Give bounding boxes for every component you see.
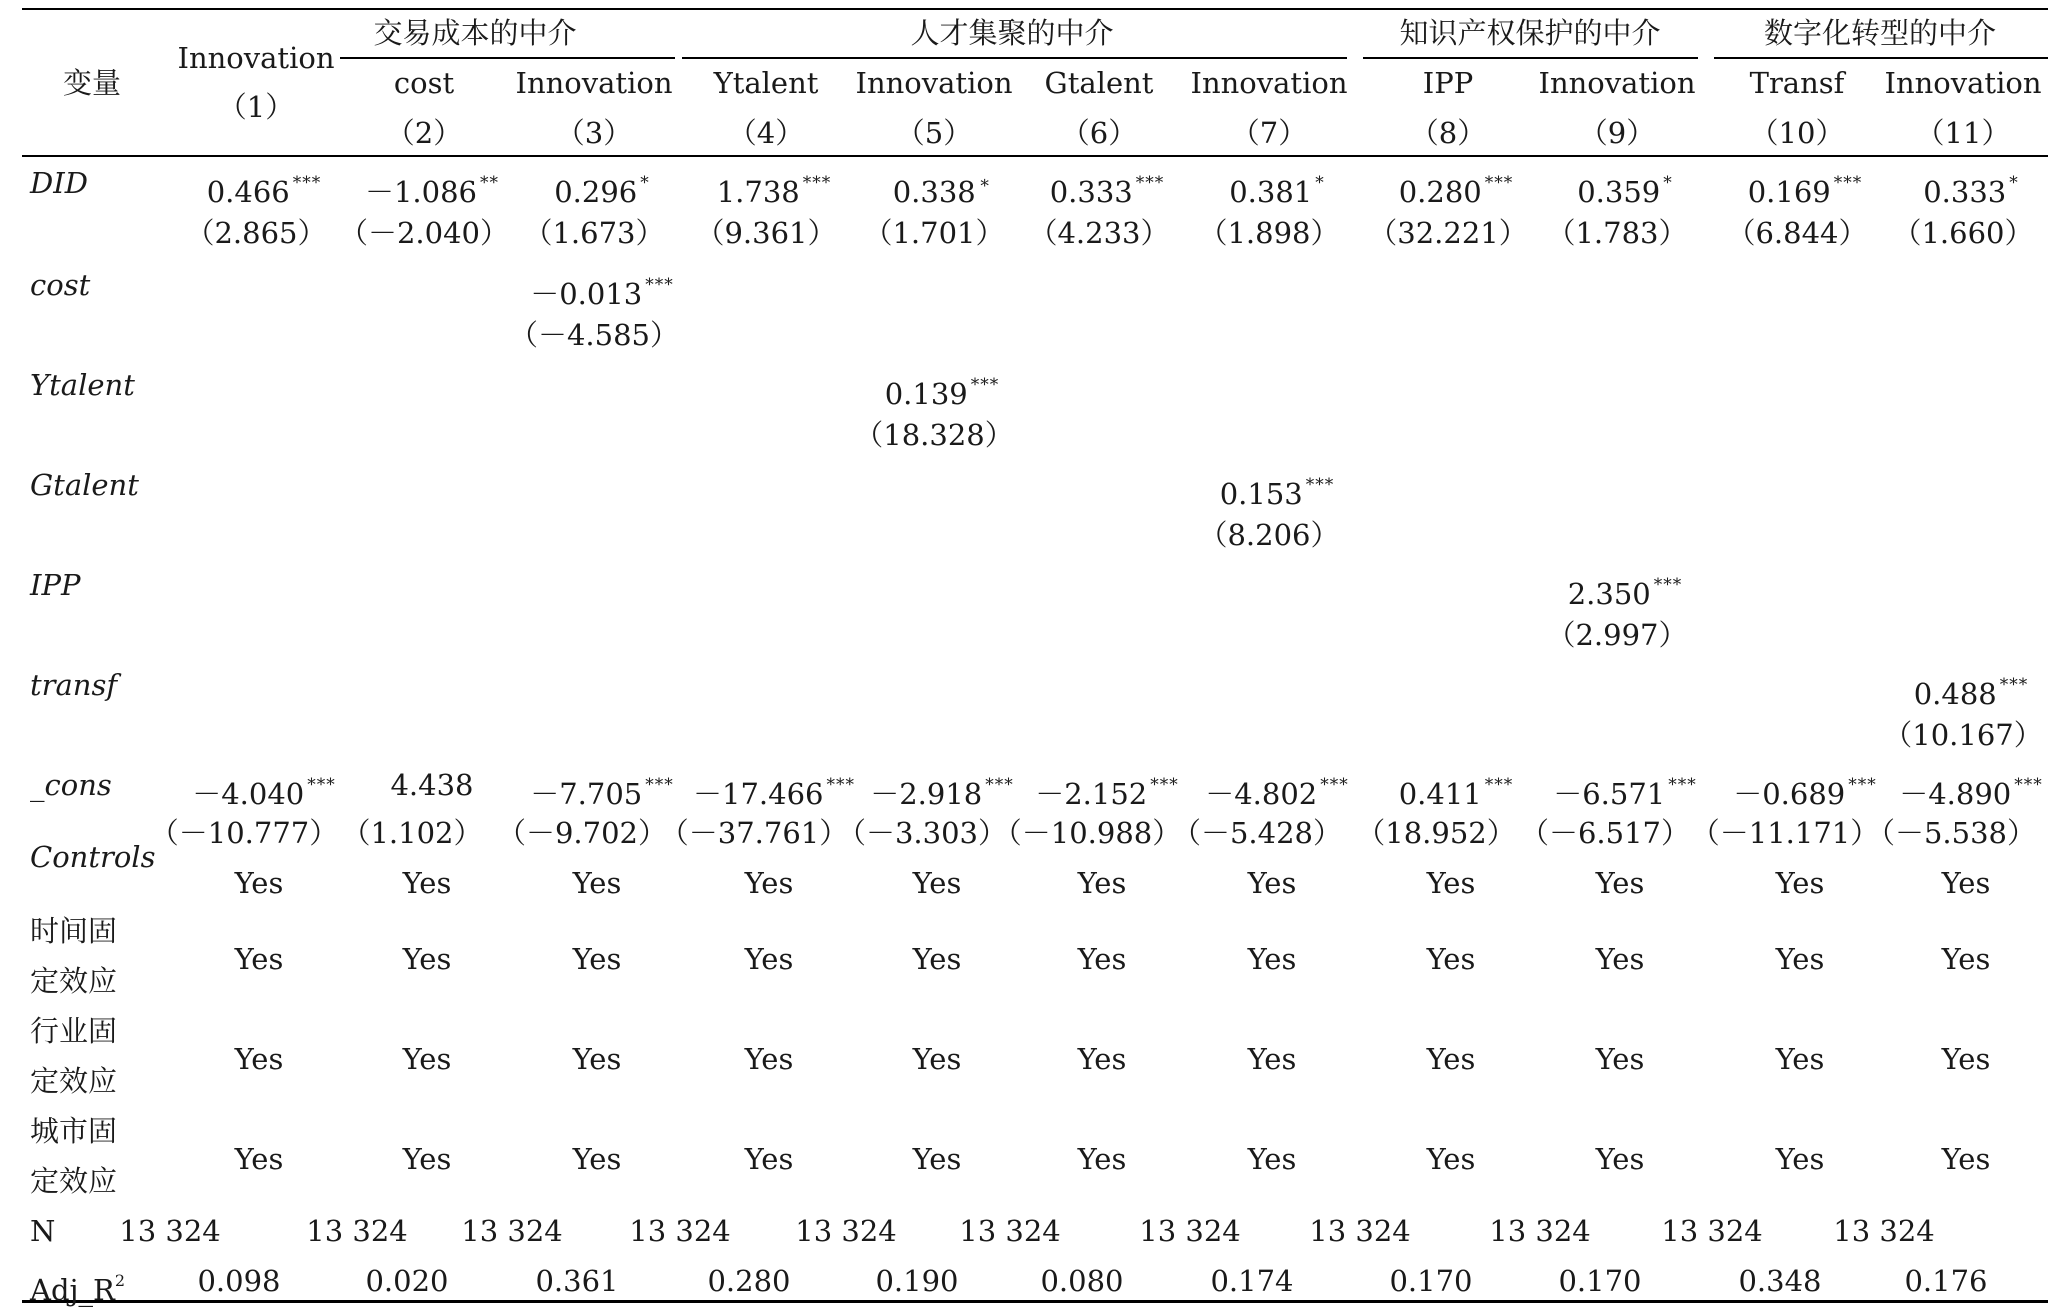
did-tstat-11: （1.660） — [1892, 216, 2034, 250]
industry-fe-yes-3: Yes — [572, 1042, 622, 1076]
column-name-1: Innovation — [177, 41, 335, 75]
industry-fe-yes-11: Yes — [1941, 1042, 1991, 1076]
coef-value: 4.438 — [390, 768, 474, 802]
city-fe-yes-7: Yes — [1247, 1142, 1297, 1176]
column-name-11: Innovation — [1884, 66, 2042, 100]
time-fe-yes-3: Yes — [572, 942, 622, 976]
coef-value: 0.333 — [1049, 175, 1133, 209]
coef-value: －6.571 — [1553, 777, 1666, 811]
adj-r2-value-8: 0.170 — [1389, 1264, 1473, 1298]
n-value-9: 13 324 — [1489, 1214, 1591, 1248]
bottom-rule — [22, 1300, 2048, 1303]
significance-stars: * — [1663, 173, 1673, 193]
cost-coef — [530, 268, 674, 311]
significance-stars: ∗ — [978, 173, 992, 193]
n-value-4: 13 324 — [629, 1214, 731, 1248]
controls-yes-6: Yes — [1077, 866, 1127, 900]
adj-r2-value-10: 0.348 — [1738, 1264, 1822, 1298]
row-label-cost: cost — [30, 268, 91, 302]
city-fe-yes-10: Yes — [1775, 1142, 1825, 1176]
did-coef-6 — [1050, 166, 1165, 209]
adj-r2-value-4: 0.280 — [707, 1264, 791, 1298]
group-rule-talent — [682, 57, 1347, 59]
cons-coef-5 — [870, 768, 1014, 811]
coef-value: 0.333 — [1923, 175, 2007, 209]
city-fe-yes-11: Yes — [1941, 1142, 1991, 1176]
industry-fe-yes-7: Yes — [1247, 1042, 1297, 1076]
significance-stars: *** — [1150, 775, 1179, 795]
coef-value: －4.802 — [1205, 777, 1318, 811]
cons-coef-3 — [530, 768, 674, 811]
did-tstat-9: （1.783） — [1546, 216, 1688, 250]
column-name-6: Gtalent — [1044, 66, 1154, 100]
group-rule-digital — [1714, 57, 2048, 59]
row-label-city-fe-line2: 定效应 — [30, 1164, 118, 1198]
significance-stars: *** — [2014, 775, 2043, 795]
time-fe-yes-11: Yes — [1941, 942, 1991, 976]
row-label-gtalent: Gtalent — [30, 468, 139, 502]
gtalent-tstat: （8.206） — [1198, 518, 1340, 552]
industry-fe-yes-6: Yes — [1077, 1042, 1127, 1076]
adj-r2-value-6: 0.080 — [1040, 1264, 1124, 1298]
controls-yes-11: Yes — [1941, 866, 1991, 900]
coef-value: －17.466 — [693, 777, 824, 811]
coef-value: －4.890 — [1899, 777, 2012, 811]
group-rule-transaction-cost — [340, 57, 675, 59]
n-value-6: 13 324 — [959, 1214, 1061, 1248]
coef-value: 2.350 — [1567, 577, 1651, 611]
row-label-did: DID — [30, 166, 88, 200]
controls-yes-3: Yes — [572, 866, 622, 900]
city-fe-yes-8: Yes — [1426, 1142, 1476, 1176]
cons-tstat-10: （－11.171） — [1690, 816, 1880, 850]
did-tstat-7: （1.898） — [1198, 216, 1340, 250]
cons-tstat-5: （－3.303） — [836, 816, 1008, 850]
coef-value: －4.040 — [192, 777, 305, 811]
adj-r2-value-11: 0.176 — [1904, 1264, 1988, 1298]
significance-stars: *** — [1668, 775, 1697, 795]
did-coef-11 — [1923, 166, 2019, 209]
adj-r-superscript: 2 — [114, 1271, 126, 1290]
cons-coef-10 — [1733, 768, 1877, 811]
column-number-4: （4） — [727, 116, 805, 150]
controls-yes-4: Yes — [744, 866, 794, 900]
time-fe-yes-2: Yes — [402, 942, 452, 976]
column-number-9: （9） — [1578, 116, 1656, 150]
n-value-5: 13 324 — [795, 1214, 897, 1248]
column-number-5: （5） — [895, 116, 973, 150]
adj-r2-value-5: 0.190 — [875, 1264, 959, 1298]
cons-tstat-11: （－5.538） — [1865, 816, 2037, 850]
did-tstat-3: （1.673） — [523, 216, 665, 250]
cons-coef-4 — [693, 768, 855, 811]
cons-coef-9 — [1553, 768, 1697, 811]
row-label-time-fe-line1: 时间固 — [30, 914, 118, 948]
column-number-11: （11） — [1915, 116, 2011, 150]
n-value-7: 13 324 — [1139, 1214, 1241, 1248]
row-label-ytalent: Ytalent — [30, 368, 135, 402]
cons-tstat-7: （－5.428） — [1171, 816, 1343, 850]
did-coef-8 — [1399, 166, 1514, 209]
cons-coef-2 — [390, 768, 473, 802]
group-label-talent: 人才集聚的中介 — [910, 16, 1114, 50]
adj-r2-value-7: 0.174 — [1210, 1264, 1294, 1298]
did-coef-4 — [717, 166, 832, 209]
significance-stars: *** — [292, 173, 322, 193]
transf-tstat: （10.167） — [1883, 718, 2043, 752]
industry-fe-yes-4: Yes — [744, 1042, 794, 1076]
column-number-7: （7） — [1230, 116, 1308, 150]
row-label-controls: Controls — [30, 840, 156, 874]
row-label-city-fe-line1: 城市固 — [30, 1114, 118, 1148]
significance-stars: ** — [480, 173, 500, 193]
group-label-ipp: 知识产权保护的中介 — [1399, 16, 1661, 50]
column-number-8: （8） — [1409, 116, 1487, 150]
cons-tstat-2: （1.102） — [341, 816, 483, 850]
transf-coef — [1914, 668, 2029, 711]
ytalent-tstat: （18.328） — [854, 418, 1014, 452]
coef-value: 0.359 — [1577, 175, 1661, 209]
row-label-adj-r2 — [30, 1264, 125, 1307]
n-value-2: 13 324 — [306, 1214, 408, 1248]
time-fe-yes-1: Yes — [234, 942, 284, 976]
column-name-3: Innovation — [515, 66, 673, 100]
did-tstat-5: （1.701） — [863, 216, 1005, 250]
time-fe-yes-9: Yes — [1595, 942, 1645, 976]
significance-stars: *** — [1305, 475, 1335, 495]
coef-value: －2.918 — [870, 777, 983, 811]
did-coef-3 — [554, 166, 650, 209]
coef-value: 0.139 — [884, 377, 968, 411]
industry-fe-yes-8: Yes — [1426, 1042, 1476, 1076]
ipp-tstat: （2.997） — [1546, 618, 1688, 652]
significance-stars: *** — [1833, 173, 1863, 193]
n-value-11: 13 324 — [1833, 1214, 1935, 1248]
significance-stars: * — [1315, 173, 1325, 193]
city-fe-yes-1: Yes — [234, 1142, 284, 1176]
did-tstat-1: （2.865） — [185, 216, 327, 250]
cons-tstat-4: （－37.761） — [659, 816, 849, 850]
time-fe-yes-8: Yes — [1426, 942, 1476, 976]
controls-yes-5: Yes — [912, 866, 962, 900]
did-tstat-2: （－2.040） — [338, 216, 510, 250]
city-fe-yes-4: Yes — [744, 1142, 794, 1176]
significance-stars: *** — [645, 275, 674, 295]
city-fe-yes-6: Yes — [1077, 1142, 1127, 1176]
industry-fe-yes-5: Yes — [912, 1042, 962, 1076]
coef-value: －0.013 — [530, 277, 643, 311]
column-number-1: （1） — [217, 90, 295, 124]
controls-yes-8: Yes — [1426, 866, 1476, 900]
coef-value: 0.153 — [1219, 477, 1303, 511]
cons-tstat-9: （－6.517） — [1519, 816, 1691, 850]
row-label-cons: _cons — [30, 768, 112, 802]
column-name-9: Innovation — [1538, 66, 1696, 100]
n-value-1: 13 324 — [119, 1214, 221, 1248]
coef-value: 0.466 — [206, 175, 290, 209]
cons-coef-6 — [1035, 768, 1179, 811]
row-label-transf: transf — [30, 668, 118, 702]
row-label-industry-fe-line1: 行业固 — [30, 1014, 118, 1048]
did-tstat-6: （4.233） — [1028, 216, 1170, 250]
industry-fe-yes-2: Yes — [402, 1042, 452, 1076]
cons-coef-8 — [1399, 768, 1514, 811]
significance-stars: *** — [1135, 173, 1165, 193]
controls-yes-2: Yes — [402, 866, 452, 900]
time-fe-yes-5: Yes — [912, 942, 962, 976]
did-tstat-4: （9.361） — [695, 216, 837, 250]
group-label-digital: 数字化转型的中介 — [1763, 16, 1997, 50]
cons-tstat-8: （18.952） — [1356, 816, 1516, 850]
significance-stars: *** — [802, 173, 832, 193]
significance-stars: *** — [307, 775, 336, 795]
controls-yes-9: Yes — [1595, 866, 1645, 900]
gtalent-coef — [1220, 468, 1335, 511]
controls-yes-10: Yes — [1775, 866, 1825, 900]
group-label-transaction-cost: 交易成本的中介 — [373, 16, 577, 50]
industry-fe-yes-9: Yes — [1595, 1042, 1645, 1076]
variable-header: 变量 — [62, 66, 122, 100]
column-number-2: （2） — [385, 116, 463, 150]
significance-stars: *** — [1653, 575, 1683, 595]
n-value-10: 13 324 — [1661, 1214, 1763, 1248]
did-coef-5 — [893, 166, 992, 209]
industry-fe-yes-10: Yes — [1775, 1042, 1825, 1076]
coef-value: －0.689 — [1733, 777, 1846, 811]
industry-fe-yes-1: Yes — [234, 1042, 284, 1076]
ytalent-coef — [885, 368, 1000, 411]
did-tstat-8: （32.221） — [1368, 216, 1528, 250]
coef-value: 0.296 — [554, 175, 638, 209]
cost-tstat: （－4.585） — [508, 318, 680, 352]
did-coef-7 — [1229, 166, 1325, 209]
did-coef-10 — [1748, 166, 1863, 209]
controls-yes-1: Yes — [234, 866, 284, 900]
column-name-8: IPP — [1422, 66, 1474, 100]
significance-stars: * — [2009, 173, 2019, 193]
column-name-4: Ytalent — [713, 66, 819, 100]
significance-stars: *** — [970, 375, 1000, 395]
time-fe-yes-7: Yes — [1247, 942, 1297, 976]
column-name-10: Transf — [1749, 66, 1845, 100]
column-name-2: cost — [393, 66, 455, 100]
column-number-10: （10） — [1749, 116, 1845, 150]
cons-tstat-6: （－10.988） — [992, 816, 1182, 850]
n-value-8: 13 324 — [1309, 1214, 1411, 1248]
cons-tstat-1: （－10.777） — [149, 816, 339, 850]
significance-stars: *** — [1320, 775, 1349, 795]
adj-r2-value-1: 0.098 — [197, 1264, 281, 1298]
top-rule — [22, 8, 2048, 10]
group-rule-ipp — [1363, 57, 1698, 59]
did-coef-1 — [207, 166, 322, 209]
adj-r2-value-9: 0.170 — [1558, 1264, 1642, 1298]
city-fe-yes-3: Yes — [572, 1142, 622, 1176]
coef-value: 0.169 — [1747, 175, 1831, 209]
did-tstat-10: （6.844） — [1726, 216, 1868, 250]
city-fe-yes-5: Yes — [912, 1142, 962, 1176]
controls-yes-7: Yes — [1247, 866, 1297, 900]
coef-value: 0.488 — [1913, 677, 1997, 711]
significance-stars: * — [640, 173, 650, 193]
time-fe-yes-4: Yes — [744, 942, 794, 976]
coef-value: －7.705 — [530, 777, 643, 811]
adj-r2-value-3: 0.361 — [535, 1264, 619, 1298]
row-label-time-fe-line2: 定效应 — [30, 964, 118, 998]
cons-coef-1 — [192, 768, 336, 811]
significance-stars: *** — [1999, 675, 2029, 695]
coef-value: 0.381 — [1229, 175, 1313, 209]
coef-value: 0.411 — [1398, 777, 1482, 811]
coef-value: －2.152 — [1035, 777, 1148, 811]
significance-stars: *** — [985, 775, 1014, 795]
city-fe-yes-2: Yes — [402, 1142, 452, 1176]
coef-value: －1.086 — [364, 175, 478, 209]
column-number-3: （3） — [555, 116, 633, 150]
n-value-3: 13 324 — [461, 1214, 563, 1248]
coef-value: 1.738 — [716, 175, 800, 209]
row-label-n: N — [30, 1214, 56, 1248]
time-fe-yes-10: Yes — [1775, 942, 1825, 976]
cons-coef-7 — [1205, 768, 1349, 811]
adj-r2-value-2: 0.020 — [365, 1264, 449, 1298]
adj-r-text: Adj_R — [30, 1273, 115, 1307]
significance-stars: *** — [1484, 173, 1514, 193]
coef-value: 0.338 — [892, 175, 976, 209]
ipp-coef — [1568, 568, 1683, 611]
significance-stars: *** — [645, 775, 674, 795]
significance-stars: *** — [1484, 775, 1514, 795]
cons-coef-11 — [1899, 768, 2043, 811]
did-coef-2 — [365, 166, 499, 209]
row-label-industry-fe-line2: 定效应 — [30, 1064, 118, 1098]
header-bottom-rule — [22, 155, 2048, 157]
column-name-7: Innovation — [1190, 66, 1348, 100]
column-number-6: （6） — [1060, 116, 1138, 150]
row-label-ipp: IPP — [30, 568, 81, 602]
column-name-5: Innovation — [855, 66, 1013, 100]
time-fe-yes-6: Yes — [1077, 942, 1127, 976]
coef-value: 0.280 — [1398, 175, 1482, 209]
city-fe-yes-9: Yes — [1595, 1142, 1645, 1176]
did-coef-9 — [1577, 166, 1673, 209]
significance-stars: *** — [826, 775, 855, 795]
significance-stars: *** — [1848, 775, 1877, 795]
cons-tstat-3: （－9.702） — [496, 816, 668, 850]
